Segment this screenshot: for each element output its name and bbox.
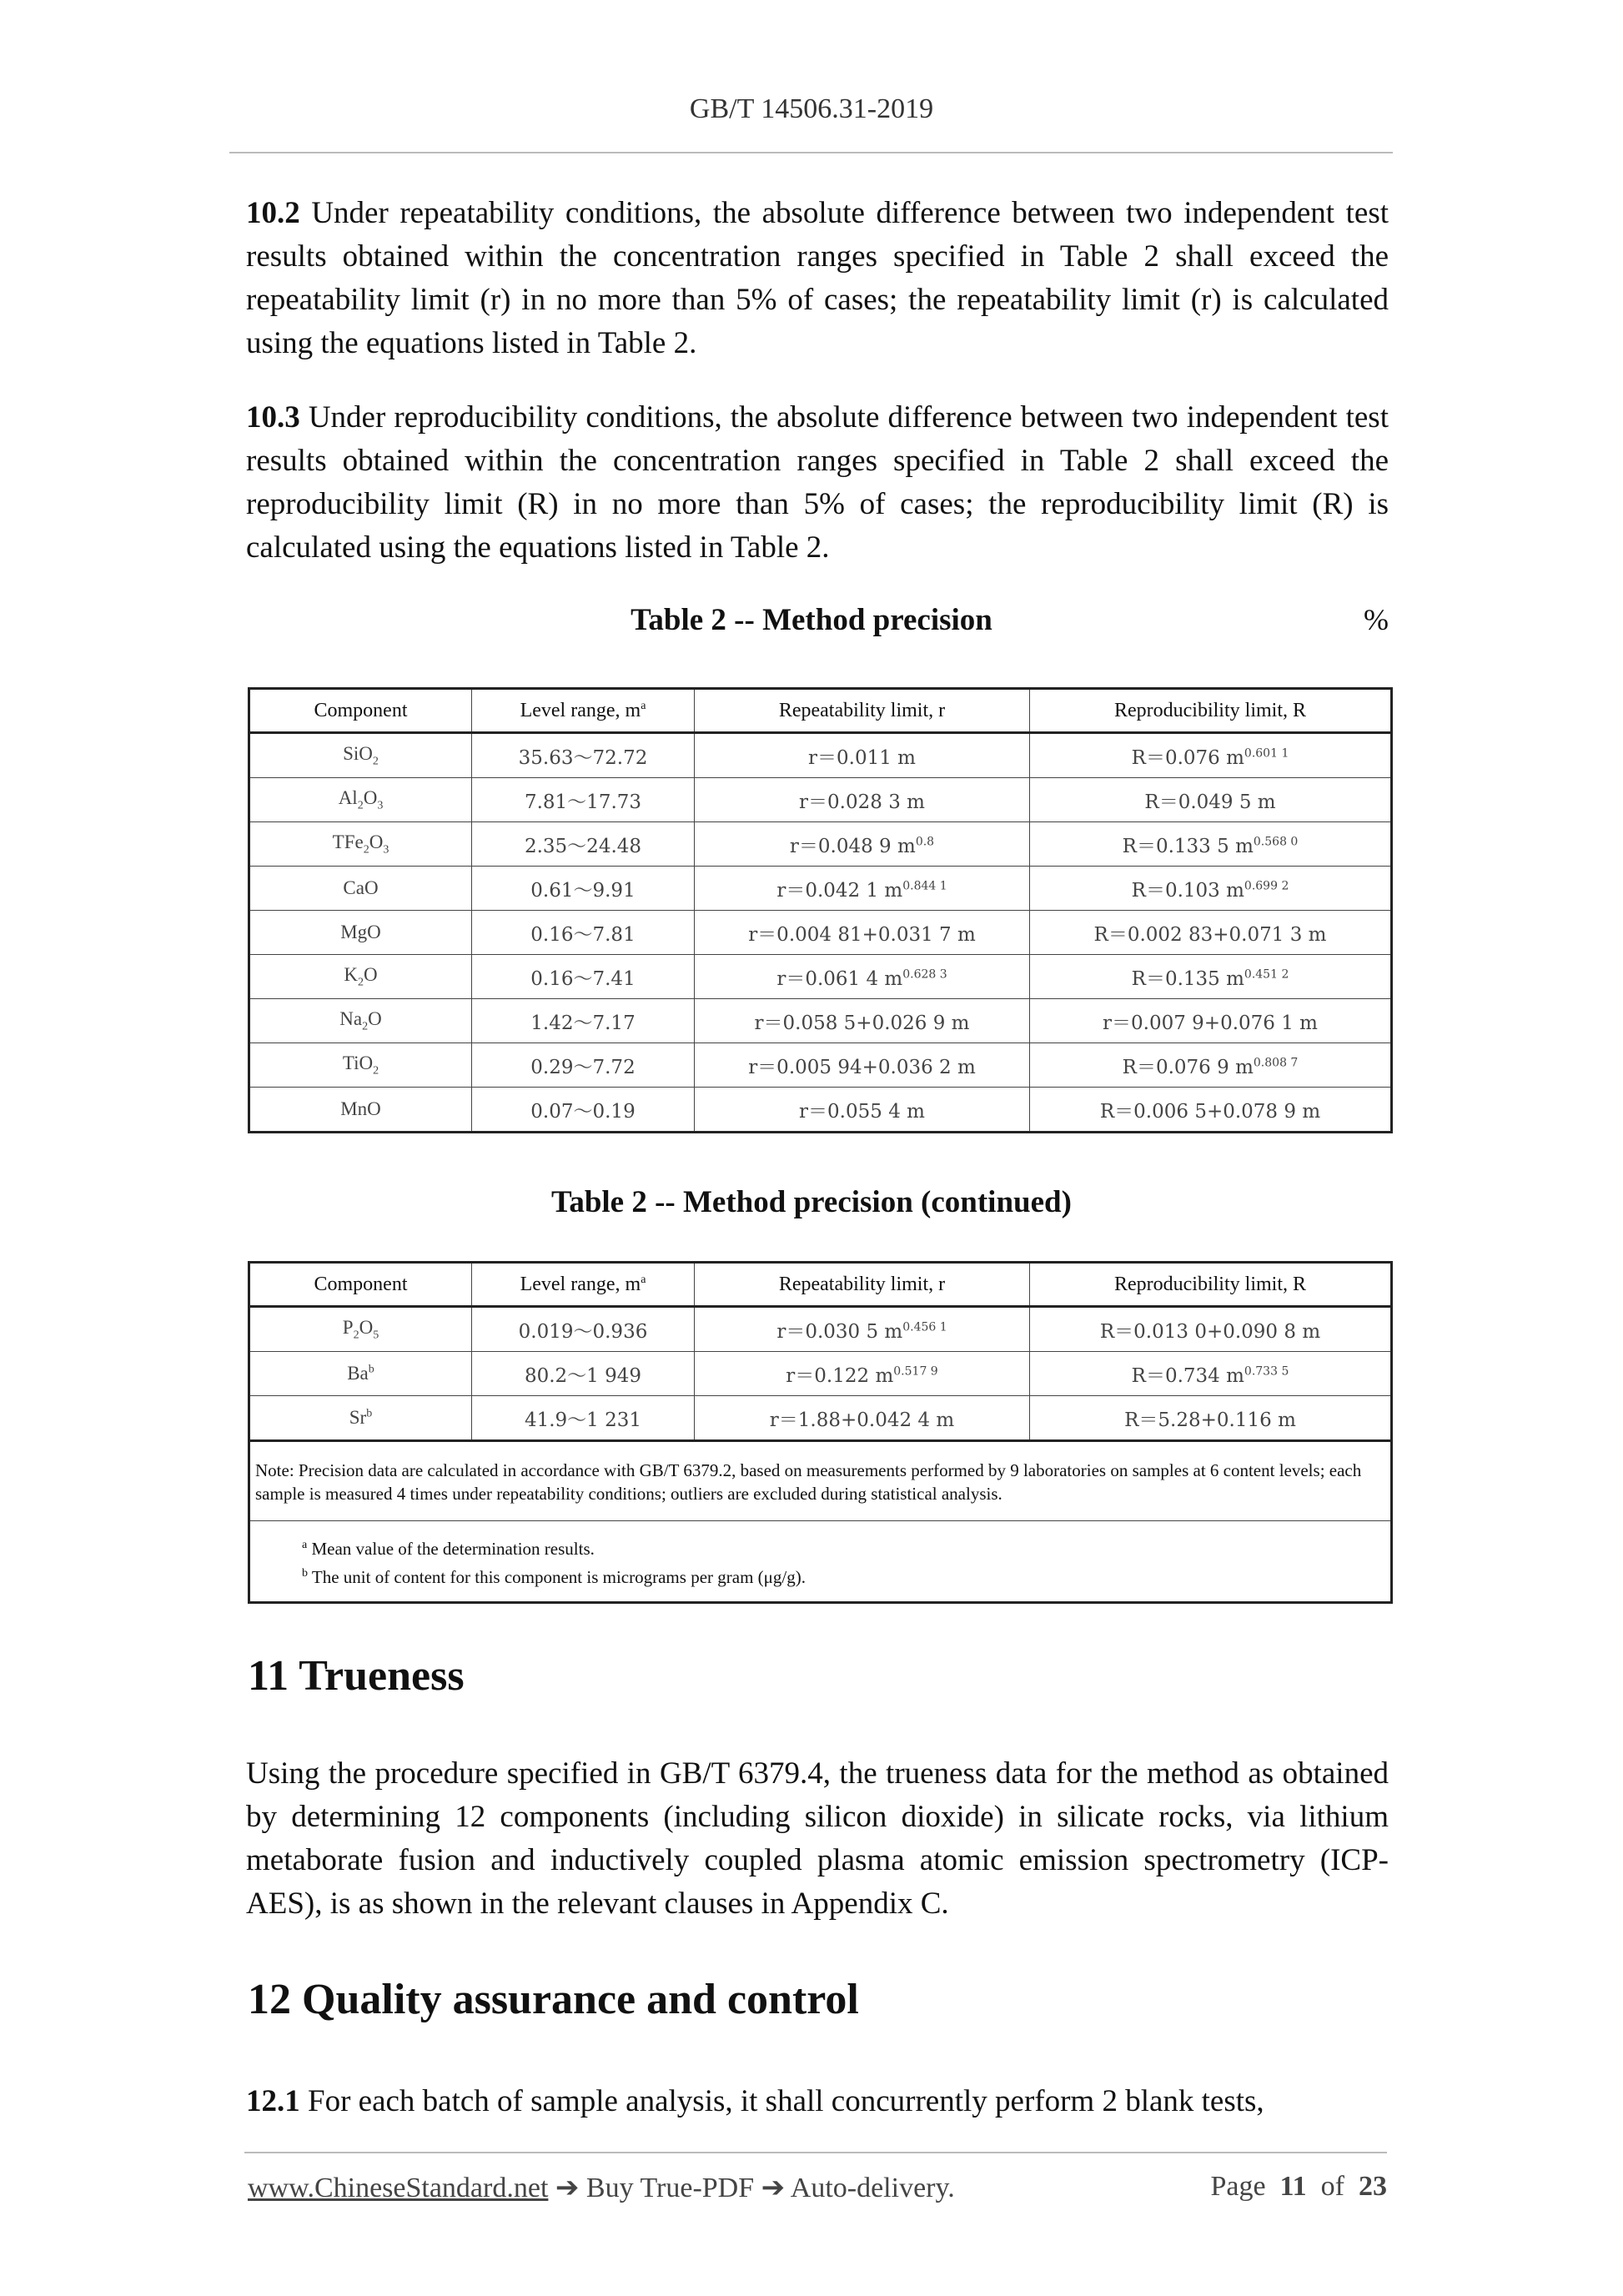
footer bbox=[248, 2171, 1387, 2204]
table-row bbox=[249, 999, 1392, 1043]
repeatability-cell: r＝0.028 3 m bbox=[695, 778, 1030, 822]
subscript: 2 bbox=[363, 843, 369, 857]
header-divider bbox=[229, 152, 1393, 153]
repeatability-cell: r＝0.048 9 $m^{0.8}$ bbox=[695, 822, 1030, 867]
column-header: Reproducibility limit, R bbox=[1030, 689, 1392, 733]
table-row bbox=[249, 1396, 1392, 1441]
superscript: b bbox=[302, 1567, 308, 1580]
superscript: 0.699 2 bbox=[1244, 878, 1289, 892]
level-range-cell: 0.61～9.91 bbox=[472, 867, 695, 911]
table-row bbox=[249, 1088, 1392, 1133]
component-cell: $K_2O$ bbox=[249, 955, 472, 999]
section-11-heading: 11 Trueness bbox=[248, 1652, 465, 1700]
table-note-row bbox=[249, 1441, 1392, 1521]
column-header: Level range, $m^a$ bbox=[472, 689, 695, 733]
repeatability-cell: r＝0.030 5 $m^{0.456 1}$ bbox=[695, 1307, 1030, 1352]
reproducibility-cell: R＝0.135 $m^{0.451 2}$ bbox=[1030, 955, 1392, 999]
level-range-cell: 35.63～72.72 bbox=[472, 733, 695, 778]
subscript: 2 bbox=[362, 1020, 369, 1033]
repeatability-cell: r＝1.88+0.042 4 m bbox=[695, 1396, 1030, 1441]
reproducibility-cell: R＝0.013 0+0.090 8 m bbox=[1030, 1307, 1392, 1352]
component-cell: MnO bbox=[249, 1088, 472, 1133]
level-range-cell: 0.019～0.936 bbox=[472, 1307, 695, 1352]
subscript: 2 bbox=[358, 976, 364, 989]
superscript: 0.8 bbox=[915, 834, 935, 848]
superscript: 0.628 3 bbox=[902, 967, 947, 981]
footnote-b: $^b$ The unit of content for this component is micrograms per gram (μg/g). bbox=[302, 1567, 806, 1587]
superscript: 0.568 0 bbox=[1253, 834, 1299, 848]
page-label: Page bbox=[1210, 2171, 1266, 2202]
level-range-cell: 0.16～7.81 bbox=[472, 911, 695, 955]
component-cell: CaO bbox=[249, 867, 472, 911]
column-header: Level range, $m^a$ bbox=[472, 1263, 695, 1307]
superscript: 0.844 1 bbox=[902, 878, 947, 892]
repeatability-cell: r＝0.055 4 m bbox=[695, 1088, 1030, 1133]
component-cell: TiO$_2$ bbox=[249, 1043, 472, 1088]
superscript: 0.456 1 bbox=[902, 1319, 947, 1334]
auto-delivery-text: Auto-delivery. bbox=[790, 2173, 955, 2203]
level-range-cell: 0.16～7.41 bbox=[472, 955, 695, 999]
level-range-cell: 1.42～7.17 bbox=[472, 999, 695, 1043]
reproducibility-cell: R＝0.734 $m^{0.733 5}$ bbox=[1030, 1352, 1392, 1396]
table-row bbox=[249, 867, 1392, 911]
table-row bbox=[249, 1307, 1392, 1352]
superscript: 0.601 1 bbox=[1244, 746, 1289, 760]
level-range-cell: 0.29～7.72 bbox=[472, 1043, 695, 1088]
section-11-text: Using the procedure specified in GB/T 6379.4, the trueness data for the method as obtained by determining 12 components (including silicon dioxide) in silicate rocks, via lithium metaborate fusion and inductively coupled plasma atomic emission spectrometry (ICP-AES), is as shown in the relevant clauses in Appendix C. bbox=[246, 1756, 1389, 1921]
level-range-cell: 2.35～24.48 bbox=[472, 822, 695, 867]
superscript: 0.517 9 bbox=[893, 1364, 938, 1378]
table-row bbox=[249, 733, 1392, 778]
reproducibility-cell: R＝0.076 9 $m^{0.808 7}$ bbox=[1030, 1043, 1392, 1088]
table-row bbox=[249, 1352, 1392, 1396]
reproducibility-cell: R＝0.103 $m^{0.699 2}$ bbox=[1030, 867, 1392, 911]
column-header: Reproducibility limit, R bbox=[1030, 1263, 1392, 1307]
component-cell: Sr$^b$ bbox=[249, 1396, 472, 1441]
component-cell: Ba$^b$ bbox=[249, 1352, 472, 1396]
column-header: Repeatability limit, r bbox=[695, 1263, 1030, 1307]
reproducibility-cell: R＝0.006 5+0.078 9 m bbox=[1030, 1088, 1392, 1133]
table-note: Note: Precision data are calculated in accordance with GB/T 6379.2, based on measurements performed by 9 laboratories on samples at 6 content levels; each sample is measured 4 times under repeatability conditions; outliers are excluded during statistical analysis. bbox=[249, 1441, 1392, 1521]
site-link[interactable]: www.ChineseStandard.net bbox=[248, 2173, 549, 2203]
superscript: b bbox=[366, 1407, 373, 1420]
subscript: 3 bbox=[383, 843, 389, 857]
reproducibility-cell: R＝0.049 5 m bbox=[1030, 778, 1392, 822]
superscript: a bbox=[302, 1539, 308, 1551]
reproducibility-cell: R＝0.002 83+0.071 3 m bbox=[1030, 911, 1392, 955]
component-cell: SiO$_2$ bbox=[249, 733, 472, 778]
reproducibility-cell: R＝5.28+0.116 m bbox=[1030, 1396, 1392, 1441]
superscript: a bbox=[641, 699, 646, 712]
buy-true-pdf-link[interactable]: Buy True-PDF bbox=[585, 2173, 755, 2203]
arrow-right-icon: ➔ bbox=[555, 2173, 580, 2203]
clause-10-2 bbox=[246, 192, 1389, 365]
repeatability-cell: r＝0.061 4 $m^{0.628 3}$ bbox=[695, 955, 1030, 999]
superscript: 0.808 7 bbox=[1253, 1055, 1299, 1069]
clause-number: 12.1 bbox=[246, 2084, 300, 2118]
superscript: b bbox=[368, 1363, 374, 1376]
table-2 bbox=[248, 687, 1393, 1133]
subscript: 2 bbox=[353, 1329, 359, 1342]
column-header: Component bbox=[249, 1263, 472, 1307]
table-row bbox=[249, 955, 1392, 999]
level-range-cell: 7.81～17.73 bbox=[472, 778, 695, 822]
table-footnotes bbox=[249, 1521, 1392, 1603]
repeatability-cell: r＝0.005 94+0.036 2 m bbox=[695, 1043, 1030, 1088]
clause-number: 10.2 bbox=[246, 196, 300, 230]
component-cell: $Na_2O$ bbox=[249, 999, 472, 1043]
component-cell: MgO bbox=[249, 911, 472, 955]
reproducibility-cell: R＝0.133 5 $m^{0.568 0}$ bbox=[1030, 822, 1392, 867]
table-row bbox=[249, 911, 1392, 955]
subscript: 2 bbox=[372, 755, 379, 768]
clause-text: For each batch of sample analysis, it shall concurrently perform 2 blank tests, bbox=[299, 2084, 1264, 2118]
table-2-continued bbox=[248, 1261, 1393, 1604]
table-header-row bbox=[249, 689, 1392, 733]
superscript: 0.451 2 bbox=[1244, 967, 1289, 981]
document-id-header: GB/T 14506.31-2019 bbox=[689, 93, 934, 124]
subscript: 3 bbox=[377, 799, 384, 812]
page-indicator bbox=[1210, 2171, 1387, 2203]
repeatability-cell: r＝0.122 $m^{0.517 9}$ bbox=[695, 1352, 1030, 1396]
reproducibility-cell: R＝0.076 $m^{0.601 1}$ bbox=[1030, 733, 1392, 778]
component-cell: $Al_2O_3$ bbox=[249, 778, 472, 822]
column-header: Repeatability limit, r bbox=[695, 689, 1030, 733]
arrow-right-icon: ➔ bbox=[761, 2173, 786, 2203]
section-12-heading: 12 Quality assurance and control bbox=[248, 1976, 859, 2023]
column-header: Component bbox=[249, 689, 472, 733]
superscript: 0.733 5 bbox=[1244, 1364, 1289, 1378]
superscript: a bbox=[641, 1273, 646, 1286]
table-row bbox=[249, 1043, 1392, 1088]
of-label: of bbox=[1320, 2171, 1344, 2202]
footnote-a: $^a$ Mean value of the determination results. bbox=[302, 1539, 595, 1559]
repeatability-cell: r＝0.011 m bbox=[695, 733, 1030, 778]
repeatability-cell: r＝0.004 81+0.031 7 m bbox=[695, 911, 1030, 955]
subscript: 2 bbox=[357, 799, 364, 812]
page-number: 11 bbox=[1279, 2171, 1307, 2202]
subscript: 2 bbox=[373, 1064, 379, 1078]
repeatability-cell: r＝0.042 1 $m^{0.844 1}$ bbox=[695, 867, 1030, 911]
table-footnote-row bbox=[249, 1521, 1392, 1603]
footer-divider bbox=[244, 2152, 1387, 2153]
table-2-continued-caption: Table 2 -- Method precision (continued) bbox=[551, 1185, 1072, 1219]
level-range-cell: 80.2～1 949 bbox=[472, 1352, 695, 1396]
clause-12-1 bbox=[246, 2080, 1389, 2123]
repeatability-cell: r＝0.058 5+0.026 9 m bbox=[695, 999, 1030, 1043]
page-total: 23 bbox=[1359, 2171, 1387, 2202]
table-row bbox=[249, 822, 1392, 867]
clause-text: Under reproducibility conditions, the absolute difference between two independent test results obtained within the concentration ranges specified in Table 2 shall exceed the reproducibility limit (R) in no more than 5% of cases; the reproducibility limit (R) is calculated using the equations listed in Table 2. bbox=[246, 400, 1389, 565]
component-cell: $P_2O_5$ bbox=[249, 1307, 472, 1352]
table-unit-label: % bbox=[1364, 603, 1389, 636]
clause-text: Under repeatability conditions, the absolute difference between two independent test results obtained within the concentration ranges specified in Table 2 shall exceed the repeatability limit (r) in no more than 5% of cases; the repeatability limit (r) is calculated using the equations listed in Table 2. bbox=[246, 196, 1389, 360]
level-range-cell: 0.07～0.19 bbox=[472, 1088, 695, 1133]
subscript: 5 bbox=[373, 1329, 379, 1342]
reproducibility-cell: r＝0.007 9+0.076 1 m bbox=[1030, 999, 1392, 1043]
table-row bbox=[249, 778, 1392, 822]
clause-number: 10.3 bbox=[246, 400, 300, 435]
level-range-cell: 41.9～1 231 bbox=[472, 1396, 695, 1441]
table-2-caption: Table 2 -- Method precision bbox=[631, 603, 992, 637]
clause-10-3 bbox=[246, 396, 1389, 570]
table-header-row bbox=[249, 1263, 1392, 1307]
component-cell: $TFe_2O_3$ bbox=[249, 822, 472, 867]
